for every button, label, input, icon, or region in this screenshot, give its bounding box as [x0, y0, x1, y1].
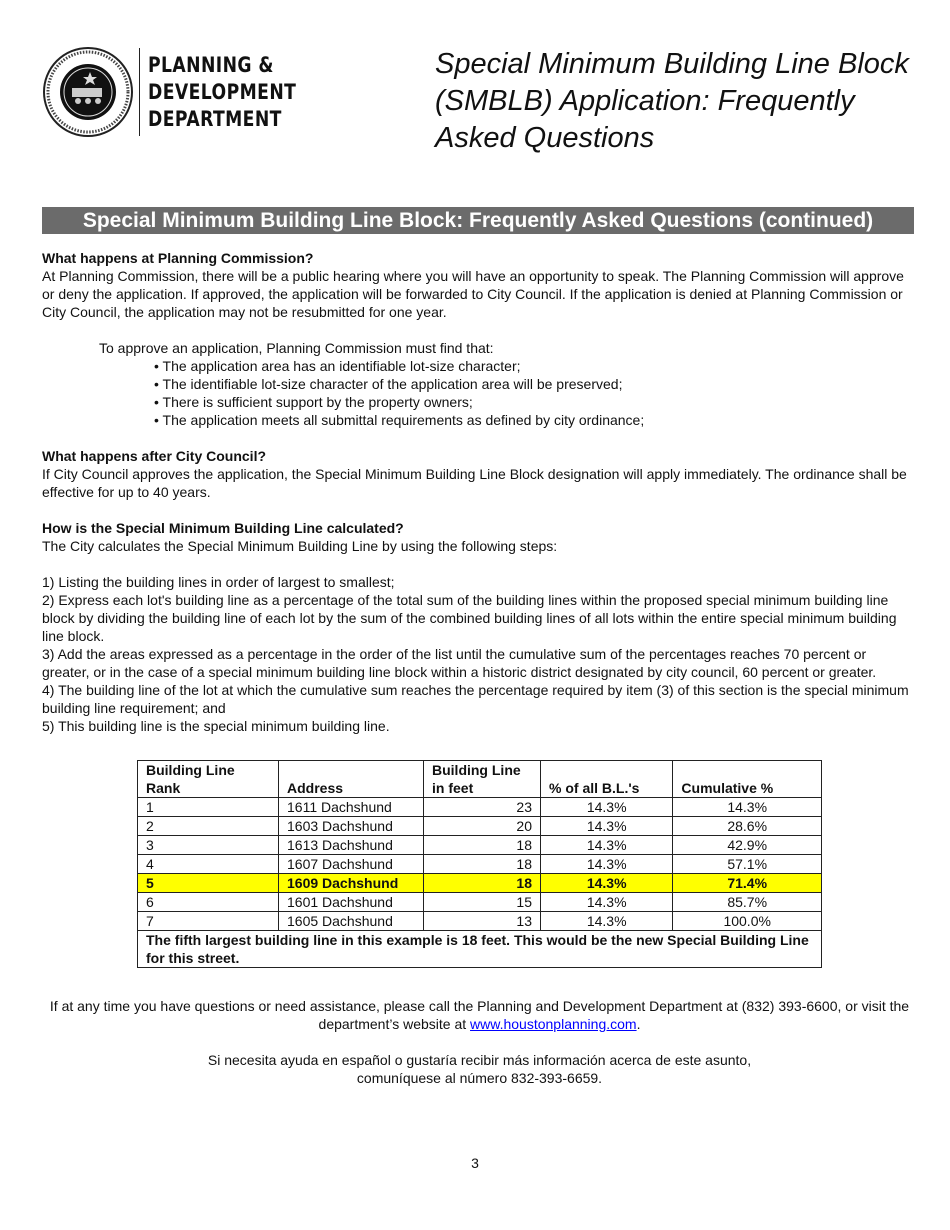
table-cell: 6 [138, 893, 279, 912]
bullet-item: • The identifiable lot-size character of the application area will be preserved; [154, 376, 623, 392]
table-cell: 13 [424, 912, 541, 931]
table-cell: 18 [424, 855, 541, 874]
table-cell: 14.3% [541, 836, 673, 855]
table-cell: 14.3% [541, 817, 673, 836]
question-heading: How is the Special Minimum Building Line calculated? [42, 520, 404, 536]
table-cell: 14.3% [541, 798, 673, 817]
approve-intro: To approve an application, Planning Commission must find that: [99, 340, 494, 356]
logo-divider [139, 48, 140, 136]
column-header: Building Line Rank [138, 761, 279, 798]
table-note: The fifth largest building line in this example is 18 feet. This would be the new Special Building Line for this street. [138, 931, 822, 968]
table-cell: 1611 Dachshund [279, 798, 424, 817]
contact-text: If at any time you have questions or need assistance, please call the Planning and Development Department at (832) 393-6600, or visit the department’s website at [49, 998, 910, 1032]
table-cell: 71.4% [673, 874, 822, 893]
table-cell: 3 [138, 836, 279, 855]
column-header: % of all B.L.'s [541, 761, 673, 798]
table-cell: 15 [424, 893, 541, 912]
table-cell: 2 [138, 817, 279, 836]
bullet-item: • The application meets all submittal requirements as defined by city ordinance; [154, 412, 645, 428]
answer-text: If City Council approves the application, the Special Minimum Building Line Block designation will apply immediately. The ordinance shall be effective for up to 40 years. [42, 466, 907, 500]
table-cell: 14.3% [541, 855, 673, 874]
table-cell: 23 [424, 798, 541, 817]
table-cell: 14.3% [541, 874, 673, 893]
table-cell: 18 [424, 836, 541, 855]
table-row [138, 855, 822, 874]
table-cell: 1609 Dachshund [279, 874, 424, 893]
step-item: 4) The building line of the lot at which the cumulative sum reaches the percentage required by item (3) of this section is the special minimum building line requirement; and [42, 682, 909, 716]
step-item: 5) This building line is the special minimum building line. [42, 718, 390, 734]
section-banner: Special Minimum Building Line Block: Frequently Asked Questions (continued) [42, 207, 914, 234]
table-row [138, 912, 822, 931]
table-cell: 85.7% [673, 893, 822, 912]
table-cell: 20 [424, 817, 541, 836]
answer-text: The City calculates the Special Minimum Building Line by using the following steps: [42, 538, 558, 554]
website-link[interactable]: www.houstonplanning.com [470, 1016, 637, 1032]
column-header: Building Line in feet [424, 761, 541, 798]
table-row [138, 798, 822, 817]
table-cell: 1601 Dachshund [279, 893, 424, 912]
building-line-table [137, 760, 822, 968]
table-cell: 18 [424, 874, 541, 893]
bullet-item: • The application area has an identifiable lot-size character; [154, 358, 521, 374]
table-cell: 57.1% [673, 855, 822, 874]
table-cell: 42.9% [673, 836, 822, 855]
footer [42, 997, 917, 1087]
table-cell: 14.3% [541, 912, 673, 931]
spanish-line: comuníquese al número 832-393-6659. [356, 1070, 603, 1086]
step-item: 2) Express each lot's building line as a percentage of the total sum of the building lines within the proposed special minimum building line block by dividing the building line of each lot by the sum of the combined building lines of all lots within the entire special minimum building line block. [42, 592, 897, 644]
department-name [148, 52, 296, 133]
dept-line: PLANNING & [148, 53, 274, 77]
table-row [138, 836, 822, 855]
table-cell: 14.3% [673, 798, 822, 817]
dept-line: DEVELOPMENT [148, 80, 297, 104]
table-cell: 100.0% [673, 912, 822, 931]
table-row [138, 817, 822, 836]
table-row [138, 874, 822, 893]
table-cell: 5 [138, 874, 279, 893]
step-item: 3) Add the areas expressed as a percentage in the order of the list until the cumulative sum of the percentages reaches 70 percent or greater, or in the case of a special minimum building line block within a historic district designated by city council, 60 percent or greater. [42, 646, 877, 680]
table-cell: 28.6% [673, 817, 822, 836]
table-cell: 1605 Dachshund [279, 912, 424, 931]
bullet-item: • There is sufficient support by the property owners; [154, 394, 473, 410]
answer-text: At Planning Commission, there will be a public hearing where you will have an opportunity to speak. The Planning Commission will approve or deny the application. If approved, the application will be forwarded to City Council. If the application is denied at Planning Commission or City Council, the application may not be resubmitted for one year. [42, 268, 904, 320]
column-header: Address [279, 761, 424, 798]
spanish-line: Si necesita ayuda en español o gustaría recibir más información acerca de este asunto, [207, 1052, 752, 1068]
table-cell: 7 [138, 912, 279, 931]
table-cell: 4 [138, 855, 279, 874]
step-item: 1) Listing the building lines in order of largest to smallest; [42, 574, 395, 590]
question-heading: What happens at Planning Commission? [42, 250, 314, 266]
table-cell: 1603 Dachshund [279, 817, 424, 836]
city-seal-logo [42, 46, 134, 138]
page-number: 3 [471, 1155, 479, 1171]
table-cell: 1607 Dachshund [279, 855, 424, 874]
table-row [138, 893, 822, 912]
question-heading: What happens after City Council? [42, 448, 267, 464]
table-cell: 1613 Dachshund [279, 836, 424, 855]
dept-line: DEPARTMENT [148, 107, 282, 131]
table-cell: 1 [138, 798, 279, 817]
column-header: Cumulative % [673, 761, 822, 798]
table-cell: 14.3% [541, 893, 673, 912]
contact-text-end: . [636, 1016, 641, 1032]
document-title: Special Minimum Building Line Block (SMBLB) Application: Frequently Asked Questions [435, 48, 909, 154]
faq-body [42, 249, 917, 735]
